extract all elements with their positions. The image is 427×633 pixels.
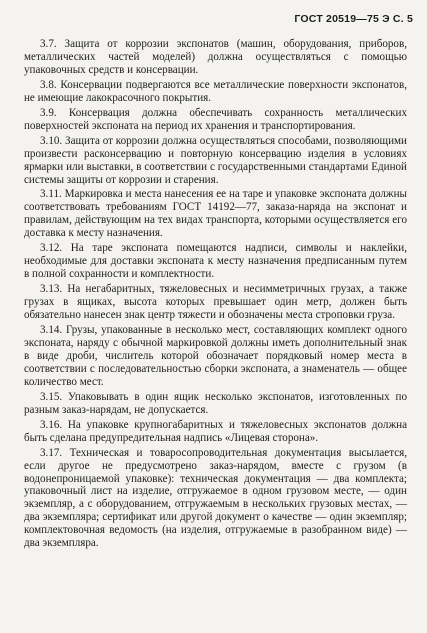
- paragraph-3-10: 3.10. Защита от коррозии должна осуществляться способами, позволяющими произвести расконсервацию и повторную консервацию изделия в условиях ярмарки или выставки, в соответствии с государственными стандартами Единой системы защиты от коррозии и старения.: [24, 134, 407, 186]
- paragraph-3-17: 3.17. Техническая и товаросопроводительная документация высылается, если другое не предусмотрено заказ-нарядом, вместе с грузом (в водонепроницаемой упаковке): техническая документация — два комплекта; упаковочный лист на изделие, отгружаемое в одном грузовом месте, — один экземпляр, а с оборудованием, отгружаемым в нескольких грузовых местах, — два экземпляра; сертификат или другой документ о качестве — один экземпляр; комплектовочная ведомость (на изделия, отгружаемые в разобранном виде) — два экземпляра.: [24, 446, 407, 550]
- paragraph-3-11: 3.11. Маркировка и места нанесения ее на таре и упаковке экспоната должны соответствовать требованиям ГОСТ 14192—77, заказа-наряда на экспонат и правилам, действующим на тех видах транспорта, которыми осуществляется его доставка к месту назначения.: [24, 188, 407, 240]
- paragraph-3-9: 3.9. Консервация должна обеспечивать сохранность металлических поверхностей экспоната на период их хранения и транспортирования.: [24, 106, 407, 132]
- document-body: [24, 38, 407, 550]
- paragraph-3-8: 3.8. Консервации подвергаются все металлические поверхности экспонатов, не имеющие лакокрасочного покрытия.: [24, 78, 407, 104]
- paragraph-3-12: 3.12. На таре экспоната помещаются надписи, символы и наклейки, необходимые для доставки экспоната к месту назначения предписанным путем в полной сохранности и комплектности.: [24, 242, 407, 281]
- paragraph-3-15: 3.15. Упаковывать в один ящик несколько экспонатов, изготовленных по разным заказ-нарядам, не допускается.: [24, 390, 407, 416]
- paragraph-3-14: 3.14. Грузы, упакованные в несколько мест, составляющих комплект одного экспоната, наряду с обычной маркировкой должны иметь дополнительный знак в виде дроби, числитель которой обозначает порядковый номер места в соответствии с последовательностью сборки экспоната, а знаменатель — общее количество мест.: [24, 324, 407, 388]
- paragraph-3-7: 3.7. Защита от коррозии экспонатов (машин, оборудования, приборов, металлических частей моделей) должна осуществляться с помощью упаковочных средств и консервации.: [24, 38, 407, 76]
- paragraph-3-13: 3.13. На негабаритных, тяжеловесных и несимметричных грузах, а также грузах в ящиках, высота которых превышает один метр, должен быть обязательно нанесен знак центр тяжести и обозначены места строповки груза.: [24, 283, 407, 322]
- paragraph-3-16: 3.16. На упаковке крупногабаритных и тяжеловесных экспонатов должна быть сделана предупредительная надпись «Лицевая сторона».: [24, 418, 407, 444]
- page-header-standard: ГОСТ 20519—75 Э С. 5: [294, 13, 413, 25]
